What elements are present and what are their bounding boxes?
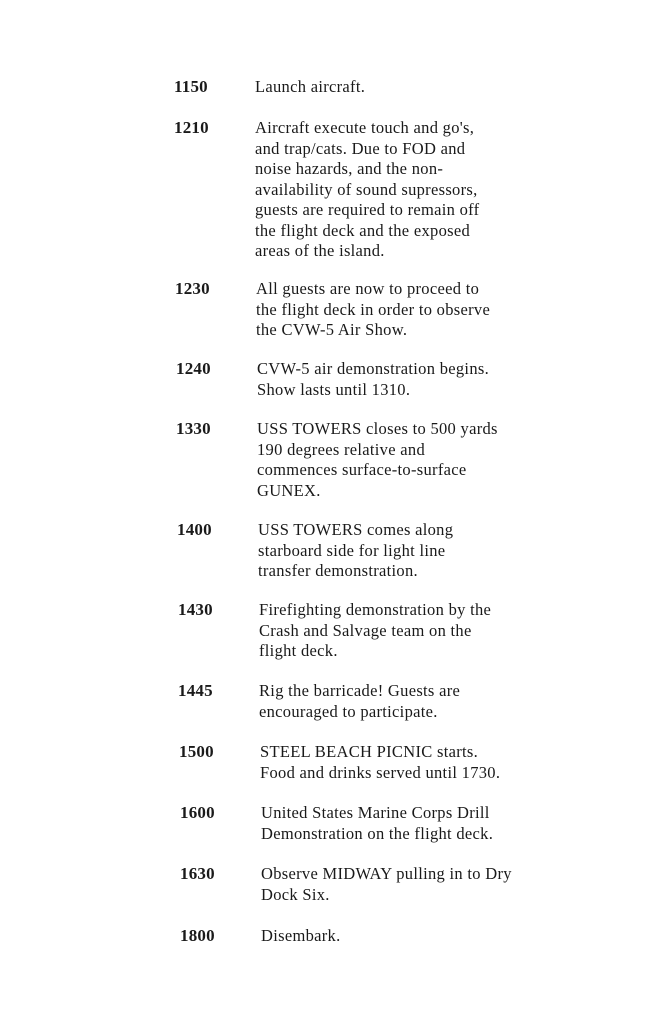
description-line: Launch aircraft. (255, 77, 366, 96)
description-line: transfer demonstration. (258, 561, 418, 580)
description-line: availability of sound supressors, (255, 179, 478, 199)
description-line: USS TOWERS comes along (258, 520, 454, 539)
description-line: noise hazards, and the non- (255, 159, 444, 178)
description-line: STEEL BEACH PICNIC starts. (260, 742, 479, 761)
entry-time: 1430 (178, 600, 213, 619)
entry-time: 1445 (178, 681, 213, 700)
description-line: USS TOWERS closes to 500 yards (257, 419, 498, 438)
description-line: Food and drinks served until 1730. (260, 762, 501, 782)
description-line: Demonstration on the flight deck. (261, 823, 494, 843)
description-line: All guests are now to proceed to (256, 279, 480, 298)
description-line: flight deck. (259, 641, 338, 660)
entry-time: 1150 (174, 77, 208, 96)
description-line: Dock Six. (261, 884, 330, 904)
entry-description (255, 77, 585, 98)
description-line: Crash and Salvage team on the (259, 620, 472, 640)
description-line: encouraged to participate. (259, 701, 438, 721)
entry-time: 1600 (180, 803, 215, 822)
description-line: Rig the barricade! Guests are (259, 681, 461, 700)
description-line: commences surface-to-surface (257, 460, 467, 479)
entry-time: 1630 (180, 864, 215, 883)
description-line: and trap/cats. Due to FOD and (255, 138, 466, 158)
description-line: GUNEX. (257, 480, 321, 500)
entry-description (256, 279, 586, 341)
description-line: Aircraft execute touch and go's, (255, 118, 475, 137)
description-line: 190 degrees relative and (257, 439, 426, 459)
entry-time: 1230 (175, 279, 210, 298)
description-line: areas of the island. (255, 241, 385, 260)
entry-description (258, 520, 588, 582)
entry-time: 1240 (176, 359, 211, 378)
entry-time: 1400 (177, 520, 212, 539)
entry-description (259, 600, 589, 662)
entry-time: 1330 (176, 419, 211, 438)
entry-description (260, 742, 590, 783)
description-line: the flight deck in order to observe (256, 299, 491, 319)
entry-description (259, 681, 589, 722)
description-line: Disembark. (261, 926, 341, 945)
entry-time: 1800 (180, 926, 215, 945)
entry-description (257, 359, 587, 400)
entry-description (261, 926, 591, 947)
description-line: United States Marine Corps Drill (261, 803, 490, 822)
description-line: Show lasts until 1310. (257, 379, 411, 399)
entry-time: 1500 (179, 742, 214, 761)
description-line: Observe MIDWAY pulling in to Dry (261, 864, 512, 883)
description-line: CVW-5 air demonstration begins. (257, 359, 490, 378)
description-line: the CVW-5 Air Show. (256, 320, 408, 339)
description-line: the flight deck and the exposed (255, 220, 471, 240)
description-line: Firefighting demonstration by the (259, 600, 492, 619)
entry-time: 1210 (174, 118, 209, 137)
description-line: guests are required to remain off (255, 200, 480, 219)
description-line: starboard side for light line (258, 540, 446, 560)
entry-description (261, 803, 591, 844)
entry-description (255, 118, 585, 262)
entry-description (261, 864, 591, 905)
entry-description (257, 419, 587, 501)
